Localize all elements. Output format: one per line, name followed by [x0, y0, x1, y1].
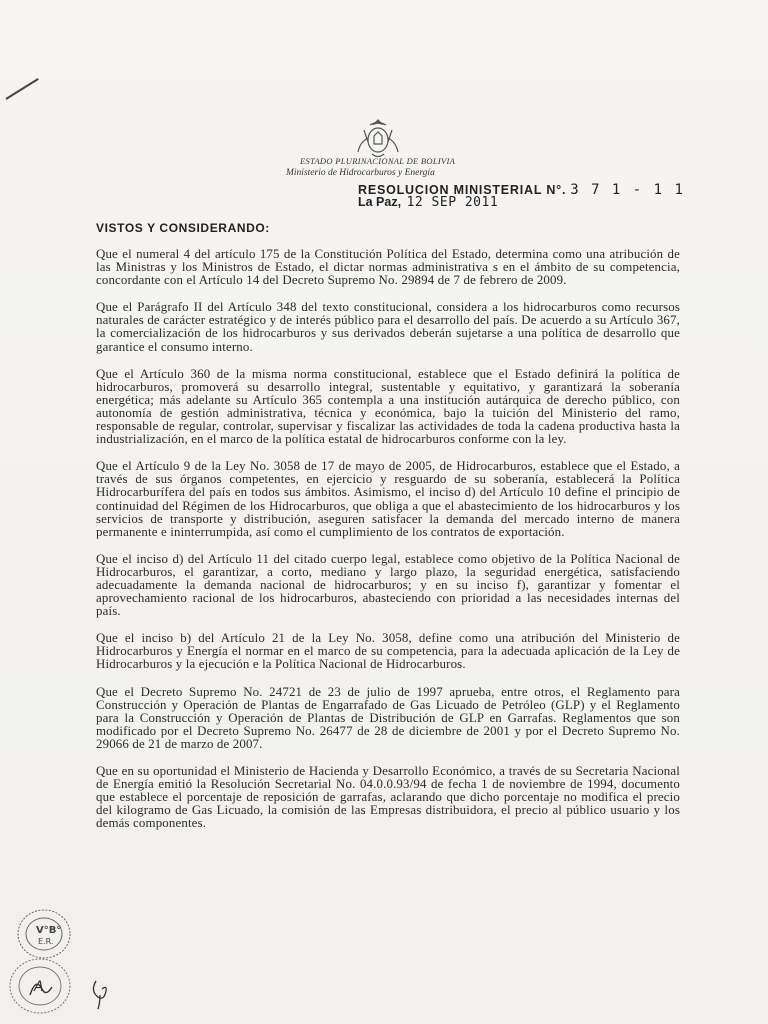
ministry-seal-icon	[6, 955, 74, 1017]
section-heading: VISTOS Y CONSIDERANDO:	[96, 221, 270, 235]
resolution-label: RESOLUCION MINISTERIAL N°.	[358, 183, 567, 197]
paragraph: Que el Artículo 360 de la misma norma constitucional, establece que el Estado definirá la política de hidrocarburos, promoverá su desarrollo integral, sustentable y equitativo, y garantizará la soberanía energética; más adelante su Artículo 365 contempla a una institución autárquica de derecho público, con autonomía de gestión administrativa, técnica y económica, bajo la tuición del Ministerio del ramo, responsable de regular, controlar, supervisar y fiscalizar las actividades de toda la cadena productiva hasta la industrialización, en el marco de la política estatal de hidrocarburos conforme con la ley.	[96, 366, 680, 447]
paragraph: Que el numeral 4 del artículo 175 de la Constitución Política del Estado, determina como una atribución de las Ministras y los Ministros de Estado, el dictar normas administrativa s en el ámbito de su competencia, concordante con el Artículo 14 del Decreto Supremo No. 29894 de 7 de febrero de 2009.	[96, 247, 680, 288]
svg-text:E.R.: E.R.	[38, 937, 54, 946]
approval-seal-icon	[14, 906, 74, 962]
paragraph: Que el Decreto Supremo No. 24721 de 23 de julio de 1997 aprueba, entre otros, el Reglamento para Construcción y Operación de Plantas de Engarrafado de Gas Licuado de Petróleo (GLP) y el Reglamento para la Construcción y Operación de Plantas de Distribución de GLP en Garrafas. Reglamentos que son modificado por el Decreto Supremo No. 26477 de 28 de diciembre de 2001 y por el Decreto Supremo No. 29066 de 21 de marzo de 2007.	[96, 684, 680, 751]
paragraph: Que el inciso b) del Artículo 21 de la Ley No. 3058, define como una atribución del Ministerio de Hidrocarburos y Energía el normar en el marco de su competencia, para la adecuada aplicación de la Ley de Hidrocarburos y la ejecución e la Política Nacional de Hidrocarburos.	[96, 631, 680, 672]
svg-text:A: A	[34, 979, 44, 995]
resolution-number: 3 7 1 - 1 1	[570, 182, 685, 198]
date-stamp: 12 SEP 2011	[406, 195, 499, 210]
ministry-name: Ministerio de Hidrocarburos y Energía	[286, 168, 435, 178]
date-heading	[358, 195, 498, 210]
paragraph: Que en su oportunidad el Ministerio de Hacienda y Desarrollo Económico, a través de su Secretaria Nacional de Energía emitió la Resolución Secretarial No. 04.0.0.93/94 de fecha 1 de noviembre de 1994, documento que establece el porcentaje de reposición de garrafas, aclarando que dicho porcentaje no modifica el precio del kilogramo de Gas Licuado, la comisión de las Empresas distribuidora, el precio al público usuario y los demás componentes.	[96, 764, 680, 831]
paragraph: Que el Artículo 9 de la Ley No. 3058 de 17 de mayo de 2005, de Hidrocarburos, establece que el Estado, a través de sus órganos competentes, en ejercicio y resguardo de su soberanía, establecerá la Política Hidrocarburífera del país en todos sus ámbitos. Asimismo, el inciso d) del Artículo 10 define el principio de continuidad del Régimen de los Hidrocarburos, que obliga a que el abastecimiento de los hidrocarburos y los servicios de transporte y distribución, aseguren satisfacer la demanda del mercado interno de manera permanente e ininterrumpida, así como el cumplimiento de los contratos de exportación.	[96, 459, 680, 539]
date-label: La Paz,	[358, 195, 402, 209]
paragraph: Que el inciso d) del Artículo 11 del citado cuerpo legal, establece como objetivo de la Política Nacional de Hidrocarburos, el garantizar, a corto, mediano y largo plazo, la seguridad energética, satisfaciendo adecuadamente la demanda nacional de hidrocarburos; y en su inciso f), garantizar y fomentar el aprovechamiento racional de los hidrocarburos, abasteciendo con prioridad a las necesidades internas del país.	[96, 551, 680, 619]
handwritten-initials-icon	[88, 975, 114, 1011]
svg-text:V°B°: V°B°	[36, 925, 62, 936]
document-body	[96, 248, 680, 844]
paragraph: Que el Parágrafo II del Artículo 348 del texto constitucional, considera a los hidrocarburos como recursos naturales de carácter estratégico y de interés público para el desarrollo del país. De acuerdo a su Artículo 367, la comercialización de los hidrocarburos y sus derivados deberán sujetarse a una política de desarrollo que garantice el consumo interno.	[96, 300, 680, 354]
pen-mark	[5, 78, 38, 100]
organization-name: ESTADO PLURINACIONAL DE BOLIVIA	[300, 156, 456, 166]
